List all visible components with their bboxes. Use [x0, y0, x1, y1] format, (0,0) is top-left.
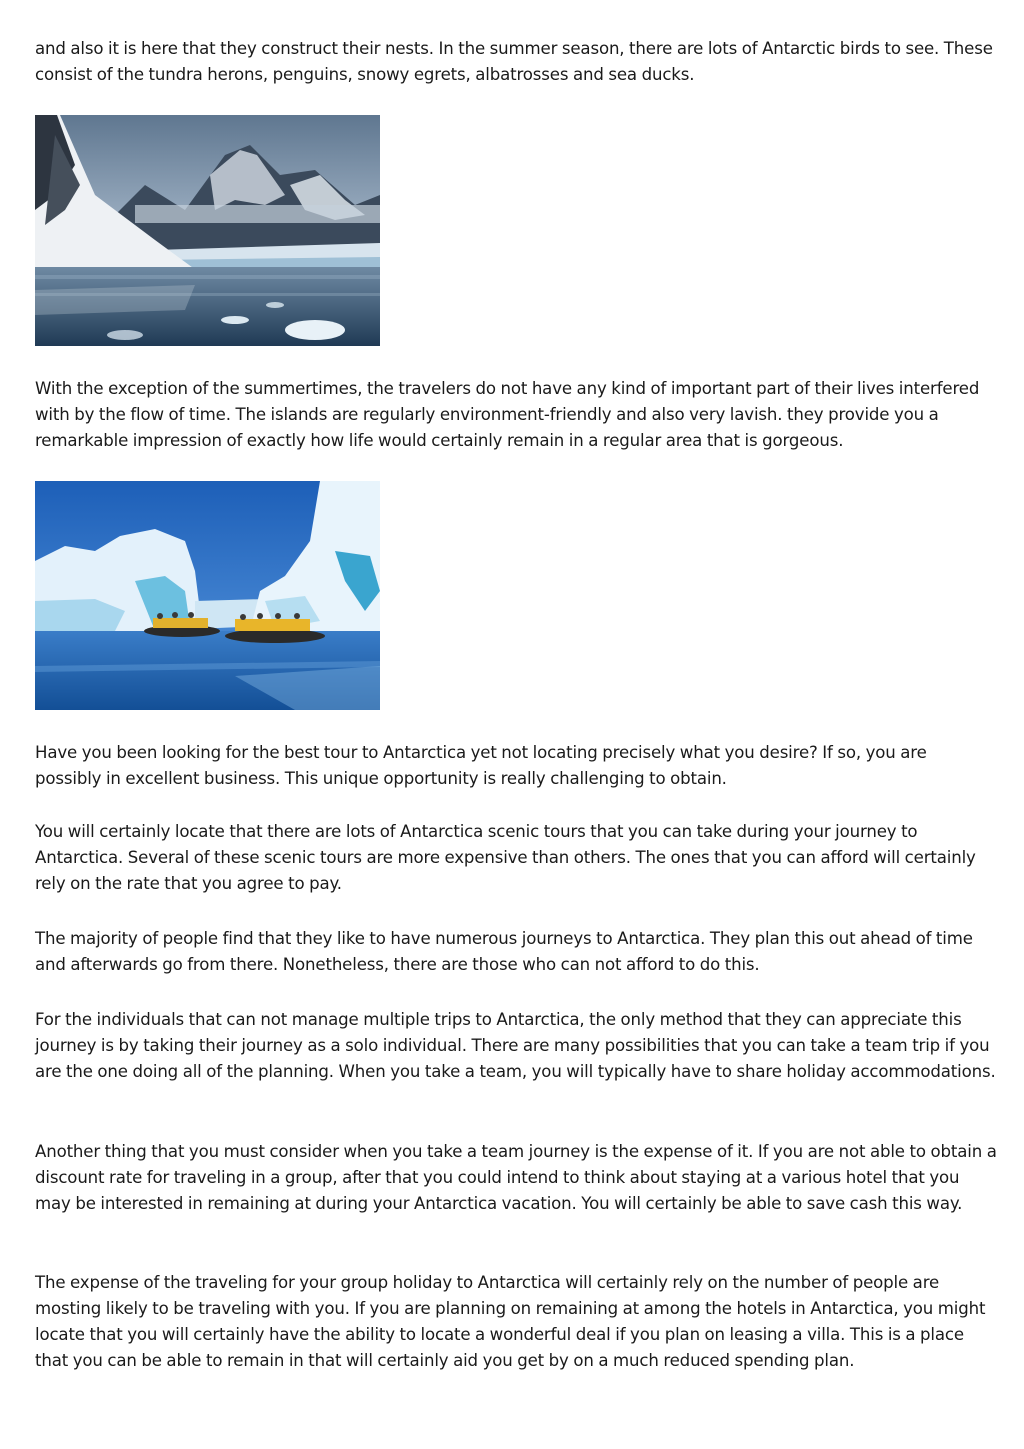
paragraph-summertimes: With the exception of the summertimes, the travelers do not have any kind of important part of their lives interfered with by the flow of time. The islands are regularly environment-friendly and also very lavish. they provide you a remarkable impression of exactly how life would certainly remain in a regular area that is gorgeous.: [35, 379, 980, 450]
paragraph-team-expense: Another thing that you must consider when you take a team journey is the expense of it. If you are not able to obtain a discount rate for traveling in a group, after that you could intend to think about staying at a various hotel that you may be interested in remaining at during your Antarctica vacation. You will certainly be able to save cash this way.: [35, 1142, 997, 1213]
paragraph-birds: and also it is here that they construct their nests. In the summer season, there are lots of Antarctic birds to see. These consist of the tundra herons, penguins, snowy egrets, albatrosses and sea ducks.: [35, 39, 993, 84]
paragraph-numerous-journeys: The majority of people find that they like to have numerous journeys to Antarctica. They plan this out ahead of time and afterwards go from there. Nonetheless, there are those who can not afford to do this.: [35, 929, 973, 974]
iceberg-scene-image: [35, 481, 380, 710]
icebergs-boats-photo: [35, 481, 380, 710]
antarctic-mountains-photo: [35, 115, 380, 346]
paragraph-solo-trip: For the individuals that can not manage multiple trips to Antarctica, the only method that they can appreciate this journey is by taking their journey as a solo individual. There are many possibilities that you can take a team trip if you are the one doing all of the planning. When you take a team, you will typically have to share holiday accommodations.: [35, 1010, 996, 1081]
mountain-scene-image: [35, 115, 380, 346]
paragraph-group-holiday: The expense of the traveling for your group holiday to Antarctica will certainly rely on the number of people are mosting likely to be traveling with you. If you are planning on remaining at among the hotels in Antarctica, you might locate that you will certainly have the ability to locate a wonderful deal if you plan on leasing a villa. This is a place that you can be able to remain in that will certainly aid you get by on a much reduced spending plan.: [35, 1273, 986, 1370]
paragraph-best-tour: Have you been looking for the best tour to Antarctica yet not locating precisely what you desire? If so, you are possibly in excellent business. This unique opportunity is really challenging to obtain.: [35, 743, 927, 788]
paragraph-scenic-tours: You will certainly locate that there are lots of Antarctica scenic tours that you can take during your journey to Antarctica. Several of these scenic tours are more expensive than others. The ones that you can afford will certainly rely on the rate that you agree to pay.: [35, 822, 976, 893]
